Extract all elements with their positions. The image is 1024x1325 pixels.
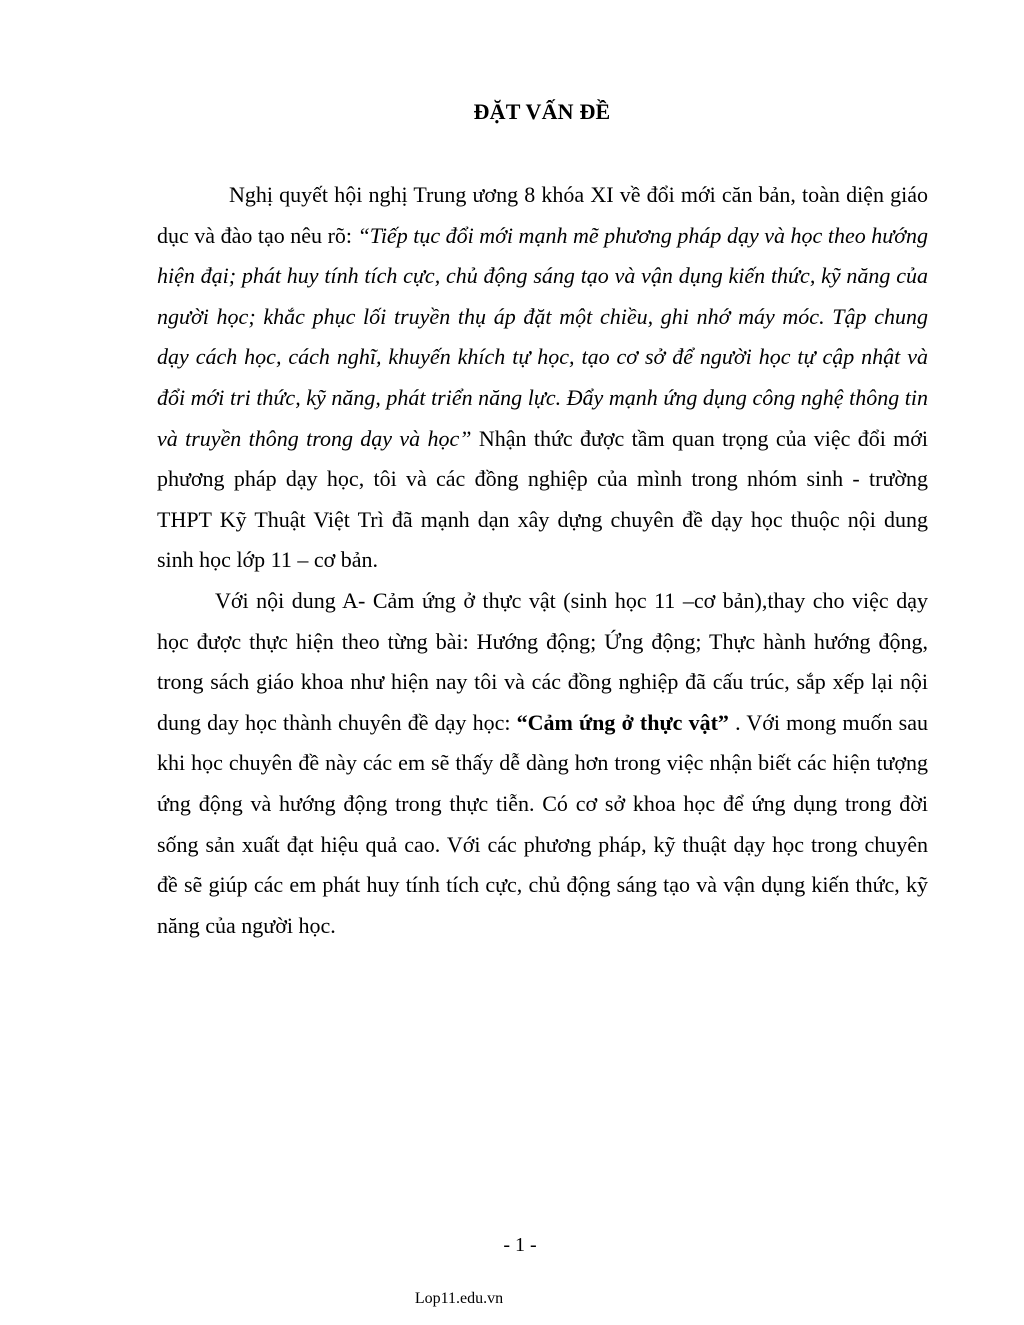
paragraph-topic: [157, 581, 928, 946]
paragraph-resolution: [157, 175, 928, 581]
paragraph-intro-text: Nghị quyết hội nghị Trung ương 8 khóa XI về đổi mới căn bản, toàn diện giáo dục và đào tạo nêu rõ:: [157, 182, 928, 248]
topic-title-term: “Cảm ứng ở thực vật”: [516, 709, 729, 735]
page-title: ĐẶT VẤN ĐỀ: [473, 99, 611, 124]
paragraph-outro-text: Nhận thức được tầm quan trọng của việc đổi mới phương pháp dạy học, tôi và các đồng nghiệp của mình trong nhóm sinh - trường THPT Kỹ Thuật Việt Trì đã mạnh dạn xây dựng chuyên đề dạy học thuộc nội dung sinh học lớp 11 – cơ bản.: [157, 425, 928, 573]
document-body: [157, 175, 928, 946]
page-number: - 1 -: [503, 1234, 537, 1256]
paragraph-intro-text: Với nội dung A- Cảm ứng ở thực vật (sinh học 11 –cơ bản),thay cho việc dạy học được thực hiện theo từng bài: Hướng động; Ứng động; Thực hành hướng động, trong sách giáo khoa như hiện nay tôi và các đồng nghiệp đã cấu trúc, sắp xếp lại nội dung day học thành chuyên đề dạy học:: [157, 587, 928, 735]
footer-site-name: Lop11.edu.vn: [414, 1290, 504, 1307]
resolution-quote: “Tiếp tục đổi mới mạnh mẽ phương pháp dạy và học theo hướng hiện đại; phát huy tính tích cực, chủ động sáng tạo và vận dụng kiến thức, kỹ năng của người học; khắc phục lối truyền thụ áp đặt một chiều, ghi nhớ máy móc. Tập chung dạy cách học, cách nghĩ, khuyến khích tự học, tạo cơ sở để người học tự cập nhật và đổi mới tri thức, kỹ năng, phát triển năng lực. Đẩy mạnh ứng dụng công nghệ thông tin và truyền thông trong dạy và học”: [157, 222, 928, 451]
paragraph-outro-text: . Với mong muốn sau khi học chuyên đề này các em sẽ thấy dễ dàng hơn trong việc nhận biết các hiện tượng ứng động và hướng động trong thực tiễn. Có cơ sở khoa học để ứng dụng trong đời sống sản xuất đạt hiệu quả cao. Với các phương pháp, kỹ thuật dạy học trong chuyên đề sẽ giúp các em phát huy tính tích cực, chủ động sáng tạo và vận dụng kiến thức, kỹ năng của người học.: [157, 709, 929, 938]
